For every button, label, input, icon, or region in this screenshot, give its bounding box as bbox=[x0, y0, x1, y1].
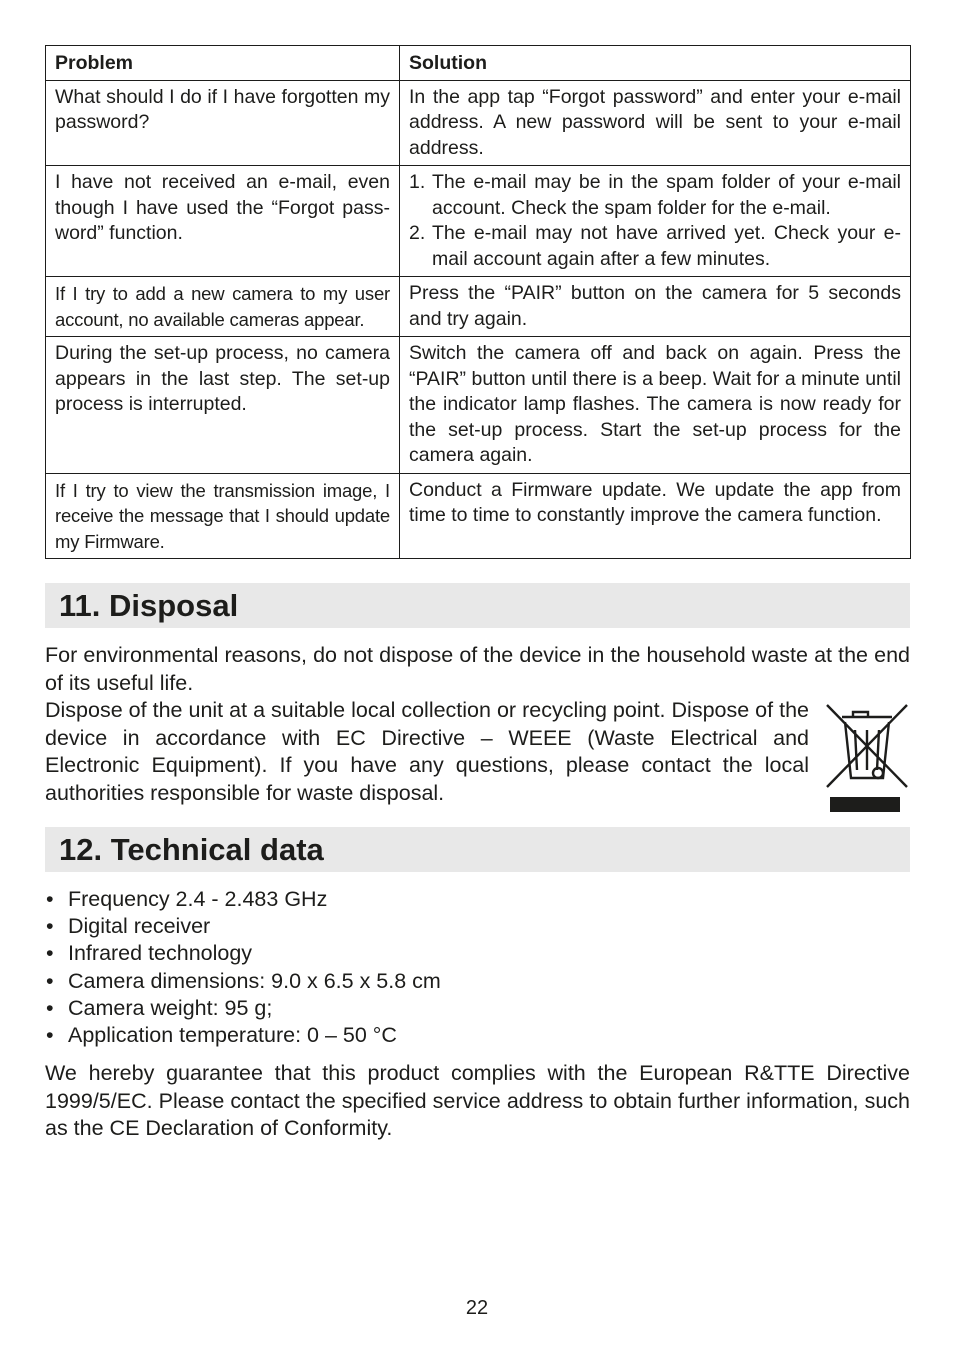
table-row bbox=[46, 277, 911, 337]
disposal-paragraph-2: Dispose of the unit at a suitable local collection or recycling point. Dispose of the device in accordance with EC Directive – WEEE (Waste Electrical and Electronic Equipment). If you have any questions, please contact the local authorities responsible for waste disposal. bbox=[45, 698, 809, 805]
disposal-paragraph-1: For environmental reasons, do not dispose of the device in the household waste at the end of its useful life. bbox=[45, 643, 910, 695]
solution-list-item bbox=[409, 170, 901, 221]
compliance-statement: We hereby guarantee that this product complies with the European R&TTE Directive 1999/5/EC. Please contact the specified service address to obtain further information, such as the CE Declaration of Conformity. bbox=[45, 1061, 910, 1140]
technical-heading: 12. Technical data bbox=[59, 832, 324, 867]
troubleshooting-table bbox=[45, 45, 911, 559]
technical-data-list bbox=[45, 886, 441, 1049]
solution-list-item bbox=[409, 221, 901, 272]
solution-cell: Switch the camera off and back on again. Press the “PAIR” button until there is a beep. Wait for a minute until the indicator lamp flashes. The camera is now ready for the set-up process. Start the set-up process for the camera again. bbox=[400, 337, 911, 474]
problem-cell: What should I do if I have forgotten my password? bbox=[46, 80, 400, 166]
list-text: The e-mail may not have arrived yet. Check your e-mail account again after a few minutes. bbox=[432, 222, 901, 270]
table-row bbox=[46, 473, 911, 559]
crossed-out-wheelie-bin-icon bbox=[822, 700, 912, 815]
header-solution: Solution bbox=[400, 46, 911, 81]
list-item: • Camera dimensions: 9.0 x 6.5 x 5.8 cm bbox=[45, 968, 441, 995]
problem-cell: I have not received an e-mail, even though I have used the “Forgot password” function. bbox=[46, 166, 400, 277]
disposal-heading: 11. Disposal bbox=[59, 588, 239, 623]
list-item: • Camera weight: 95 g; bbox=[45, 995, 441, 1022]
list-item: • Application temperature: 0 – 50 °C bbox=[45, 1022, 441, 1049]
solution-cell: Conduct a Firmware update. We update the app from time to time to constantly improve the camera function. bbox=[400, 473, 911, 559]
list-number: 1. bbox=[409, 171, 426, 193]
table-row bbox=[46, 80, 911, 166]
page-number: 22 bbox=[465, 1297, 489, 1319]
table-row bbox=[46, 166, 911, 277]
solution-list bbox=[409, 170, 901, 272]
table-row bbox=[46, 337, 911, 474]
problem-cell: If I try to add a new camera to my user account, no available cameras appear. bbox=[46, 277, 400, 337]
list-item: • Frequency 2.4 - 2.483 GHz bbox=[45, 886, 441, 913]
list-item: • Infrared technology bbox=[45, 940, 441, 967]
header-problem: Problem bbox=[46, 46, 400, 81]
solution-cell bbox=[400, 166, 911, 277]
technical-heading-band bbox=[45, 827, 910, 872]
table-header-row bbox=[46, 46, 911, 81]
list-text: The e-mail may be in the spam folder of your e-mail account. Check the spam folder for the e-mail. bbox=[432, 171, 901, 219]
problem-cell: During the set-up process, no camera appears in the last step. The set-up process is interrupted. bbox=[46, 337, 400, 474]
problem-cell: If I try to view the transmission image, I receive the message that I should update my Firmware. bbox=[46, 473, 400, 559]
list-number: 2. bbox=[409, 222, 426, 244]
solution-cell: Press the “PAIR” button on the camera for 5 seconds and try again. bbox=[400, 277, 911, 337]
solution-cell: In the app tap “Forgot password” and enter your e-mail address. A new password will be sent to your e-mail address. bbox=[400, 80, 911, 166]
disposal-heading-band bbox=[45, 583, 910, 628]
list-item: • Digital receiver bbox=[45, 913, 441, 940]
